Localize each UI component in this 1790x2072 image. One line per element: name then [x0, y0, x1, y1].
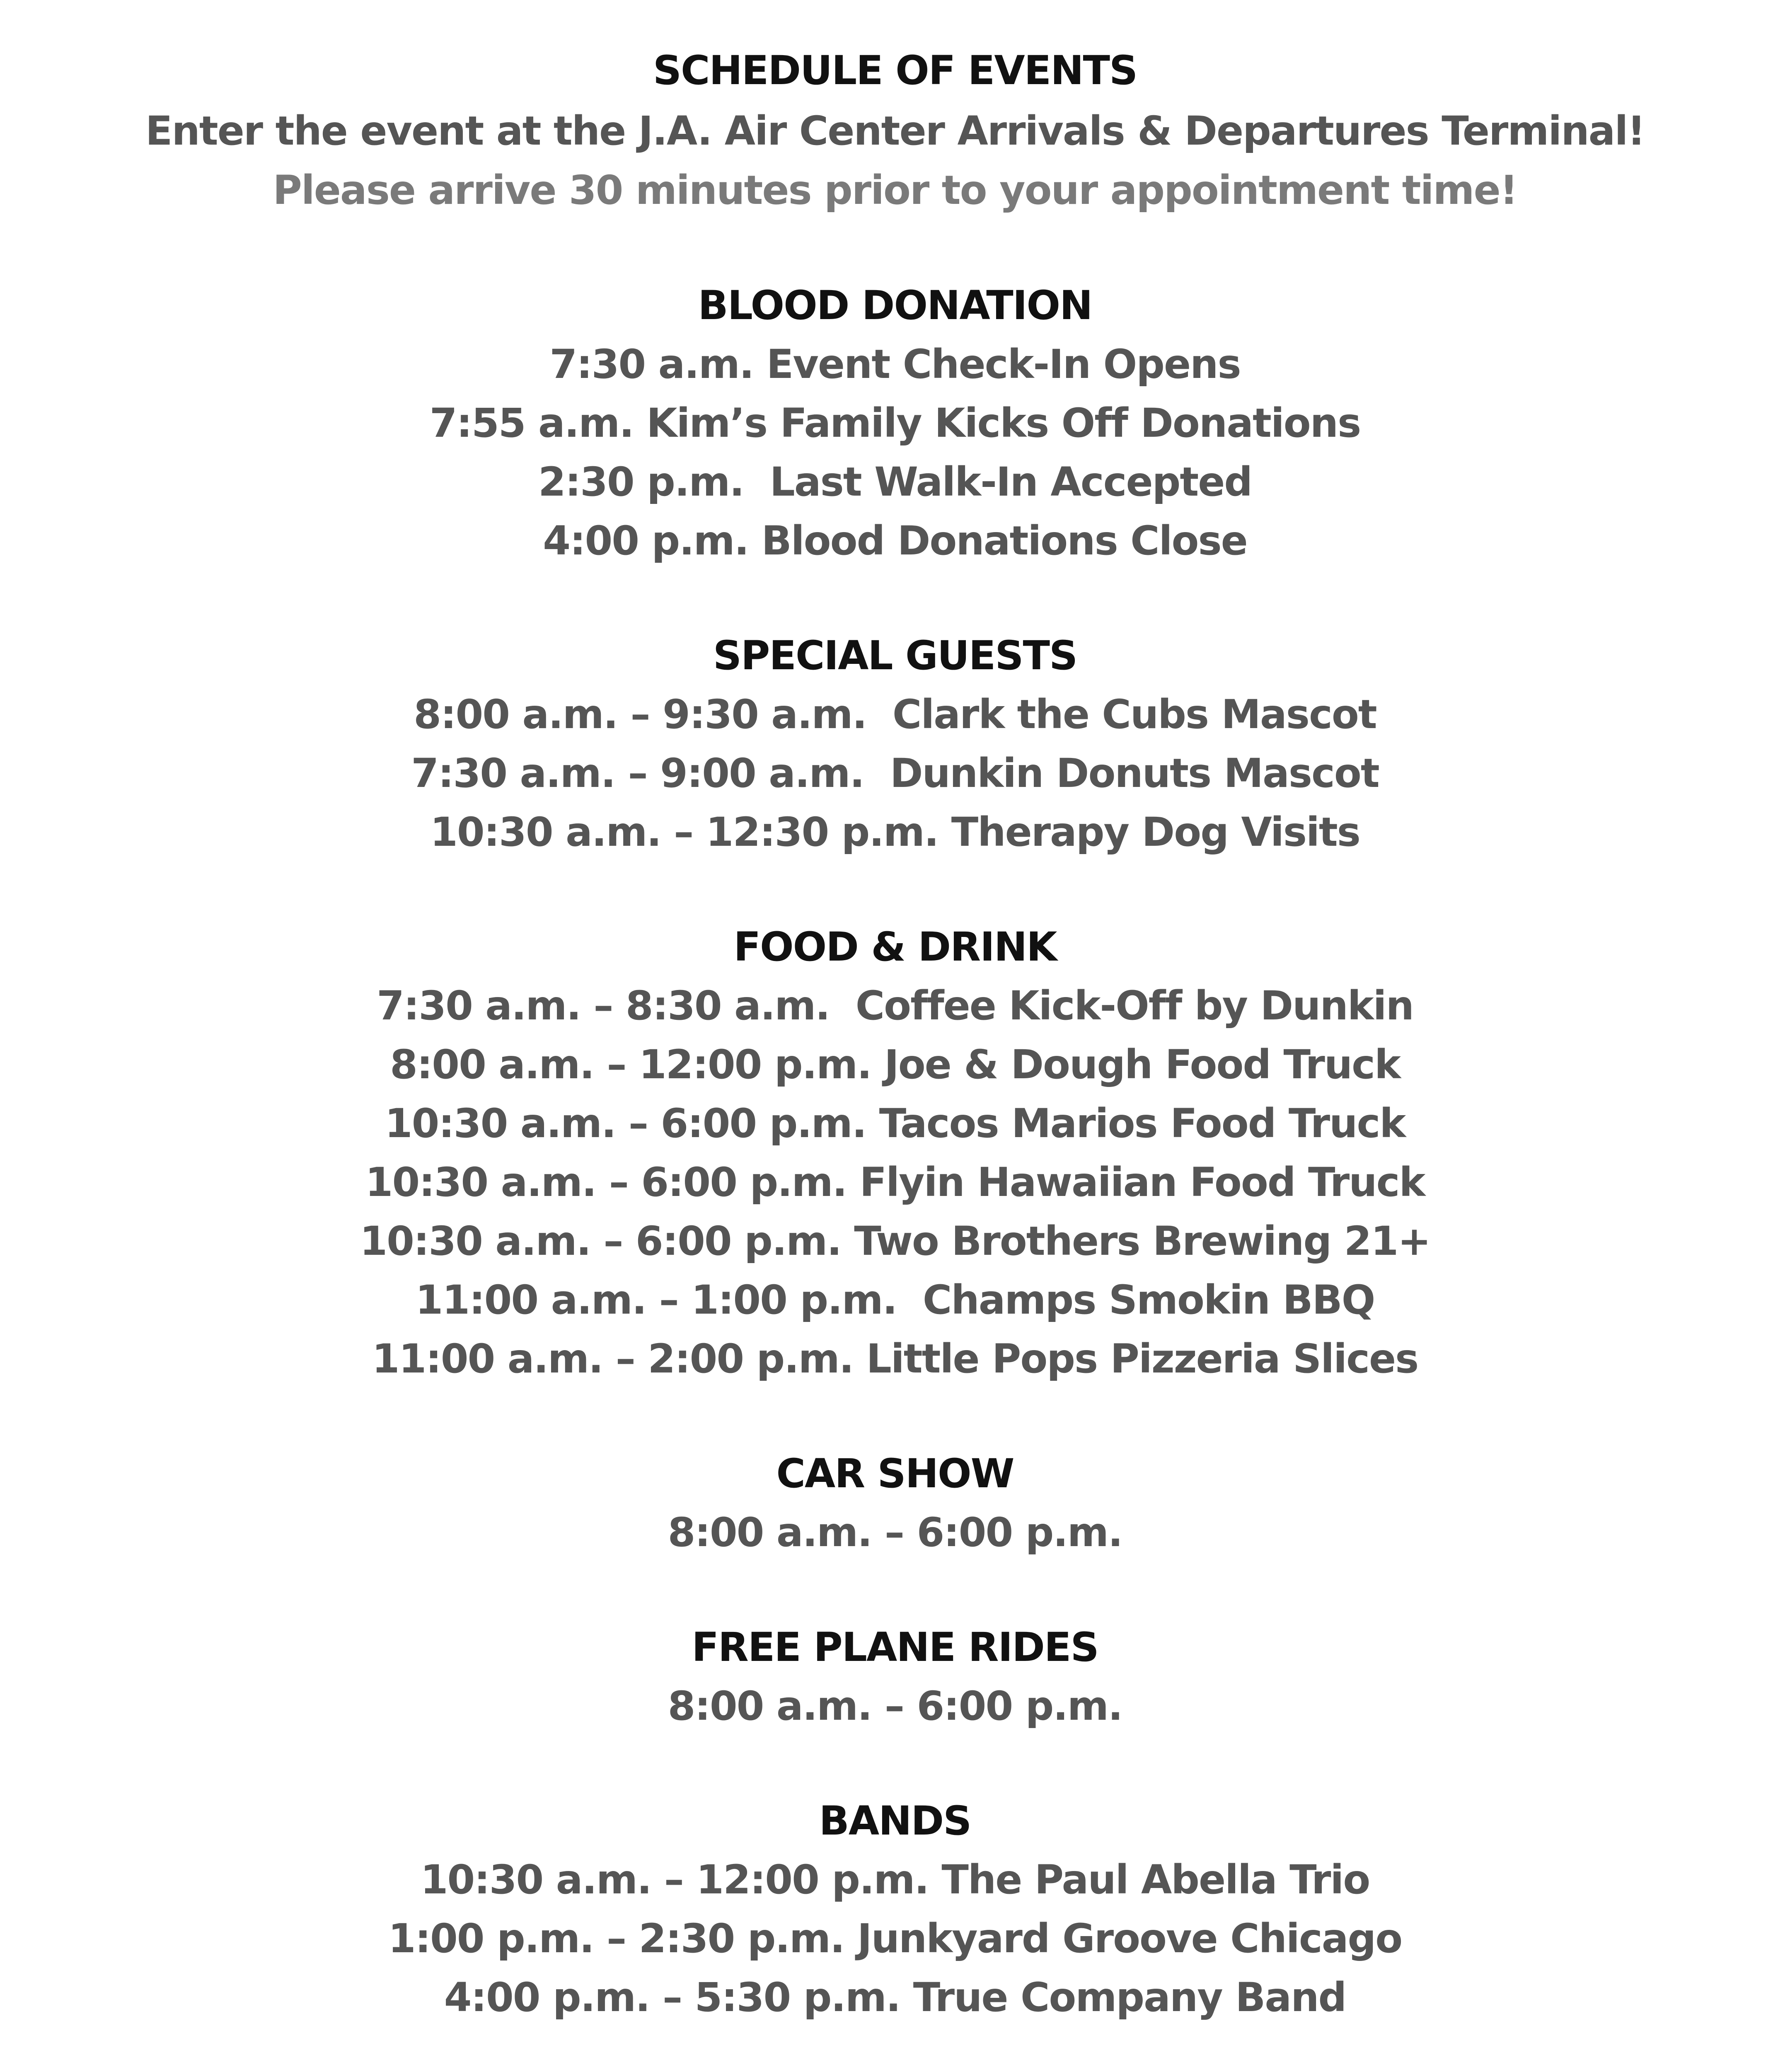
- section-title: SPECIAL GUESTS: [713, 632, 1077, 679]
- section-title: FREE PLANE RIDES: [692, 1624, 1098, 1670]
- schedule-item: 10:30 a.m. – 6:00 p.m. Two Brothers Brewing 21+: [360, 1218, 1430, 1264]
- page-title: SCHEDULE OF EVENTS: [653, 47, 1137, 94]
- schedule-item: 4:00 p.m. Blood Donations Close: [543, 518, 1247, 564]
- section-bands: [0, 1791, 1790, 2027]
- section-blood-donation: [0, 276, 1790, 570]
- section-title: BLOOD DONATION: [698, 282, 1092, 329]
- schedule-item: 10:30 a.m. – 6:00 p.m. Flyin Hawaiian Food Truck: [365, 1159, 1425, 1205]
- schedule-item: 11:00 a.m. – 1:00 p.m. Champs Smokin BBQ: [415, 1277, 1375, 1323]
- section-car-show: [0, 1444, 1790, 1562]
- schedule-item: 8:00 a.m. – 9:30 a.m. Clark the Cubs Mascot: [414, 691, 1376, 738]
- section-title: FOOD & DRINK: [733, 924, 1057, 970]
- schedule-item: 7:30 a.m. – 9:00 a.m. Dunkin Donuts Mascot: [411, 750, 1379, 796]
- schedule-item: 7:30 a.m. – 8:30 a.m. Coffee Kick-Off by Dunkin: [377, 983, 1413, 1029]
- schedule-item: 7:30 a.m. Event Check-In Opens: [549, 341, 1241, 387]
- schedule-item: 2:30 p.m. Last Walk-In Accepted: [538, 459, 1252, 505]
- schedule-item: 4:00 p.m. – 5:30 p.m. True Company Band: [444, 1974, 1346, 2021]
- schedule-item: 10:30 a.m. – 12:30 p.m. Therapy Dog Visits: [430, 809, 1360, 855]
- schedule-item: 8:00 a.m. – 12:00 p.m. Joe & Dough Food Truck: [390, 1041, 1400, 1088]
- schedule-header: [0, 0, 1790, 220]
- section-title: CAR SHOW: [776, 1450, 1014, 1497]
- venue-entry-note: Enter the event at the J.A. Air Center Arrivals & Departures Terminal!: [145, 108, 1645, 154]
- section-food-and-drink: [0, 917, 1790, 1388]
- section-special-guests: [0, 626, 1790, 862]
- schedule-item: 1:00 p.m. – 2:30 p.m. Junkyard Groove Chicago: [388, 1915, 1402, 1962]
- arrival-note: Please arrive 30 minutes prior to your appointment time!: [273, 167, 1517, 213]
- schedule-item: 8:00 a.m. – 6:00 p.m.: [668, 1509, 1122, 1556]
- schedule-item: 10:30 a.m. – 12:00 p.m. The Paul Abella Trio: [420, 1857, 1370, 1903]
- schedule-item: 10:30 a.m. – 6:00 p.m. Tacos Marios Food Truck: [385, 1100, 1405, 1147]
- schedule-item: 8:00 a.m. – 6:00 p.m.: [668, 1683, 1122, 1729]
- section-free-plane-rides: [0, 1618, 1790, 1736]
- section-title: BANDS: [819, 1798, 971, 1844]
- schedule-item: 7:55 a.m. Kim’s Family Kicks Off Donations: [429, 400, 1361, 446]
- schedule-item: 11:00 a.m. – 2:00 p.m. Little Pops Pizzeria Slices: [372, 1336, 1418, 1382]
